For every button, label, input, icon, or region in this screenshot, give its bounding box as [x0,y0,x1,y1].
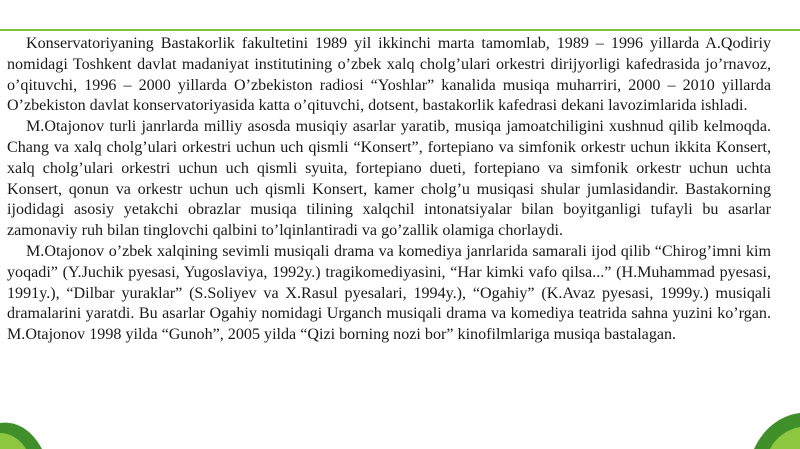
paragraph-2: M.Otajonov turli janrlarda milliy asosda musiqiy asarlar yaratib, musiqa jamoatchiligini xushnud qilib kelmoqda. Chang va xalq cholg’ulari orkestri uchun uch qismli “Konsert”, fortepiano va simfonik orkestr uchun ikkita Konsert, xalq cholg’ulari orkestri uchun uch qismli syuita, fortepiano dueti, fortepiano va simfonik orkestr uchun uchta Konsert, qonun va orkestr uchun uch qismli Konsert, kamer cholg’u musiqasi shular jumlasidandir. Bastakorning ijodidagi asosiy yetakchi obrazlar musiqa tilining xalqchil intonatsiyalar bilan boyitganligi tufayli bu asarlar zamonaviy ruh bilan tinglovchi qalbini to’lqinlantiradi va go’zallik olamiga chorlaydi. [7,118,771,240]
leaf-decoration-right-icon [730,409,800,449]
slide-text-body [7,33,771,411]
slide-top-band [0,0,800,31]
paragraph-3: M.Otajonov o’zbek xalqining sevimli musiqali drama va komediya janrlarida samarali ijod qilib “Chirog’imni kim yoqadi” (Y.Juchik pyesasi, Yugoslaviya, 1992y.) tragikomediyasini, “Har kimki vafo qilsa...” (H.Muhammad pyesasi, 1991y.), “Dilbar yuraklar” (S.Soliyev va X.Rasul pyesalari, 1994y.), “Ogahiy” (K.Avaz pyesasi, 1999y.) musiqali dramalarini yaratdi. Bu asarlar Ogahiy nomidagi Urganch musiqali drama va komediya teatrida sahna yuzini ko’rgan. M.Otajonov 1998 yilda “Gunoh”, 2005 yilda “Qizi borning nozi bor” kinofilmlariga musiqa bastalagan. [7,242,771,344]
paragraph-1: Konservatoriyaning Bastakorlik fakultetini 1989 yil ikkinchi marta tamomlab, 1989 – 1996 yillarda A.Qodiriy nomidagi Toshkent davlat madaniyat institutining o’zbek xalq cholg’ulari orkestri dirijyorligi kafedrasida jo’rnavoz, o’qituvchi, 1996 – 2000 yillarda O’zbekiston radiosi “Yoshlar” kanalida musiqa muharriri, 2000 – 2010 yillarda O’zbekiston davlat konservatoriyasida katta o’qituvchi, dotsent, bastakorlik kafedrasi dekani lavozimlarida ishladi. [7,35,771,115]
leaf-decoration-left-icon [0,413,60,449]
